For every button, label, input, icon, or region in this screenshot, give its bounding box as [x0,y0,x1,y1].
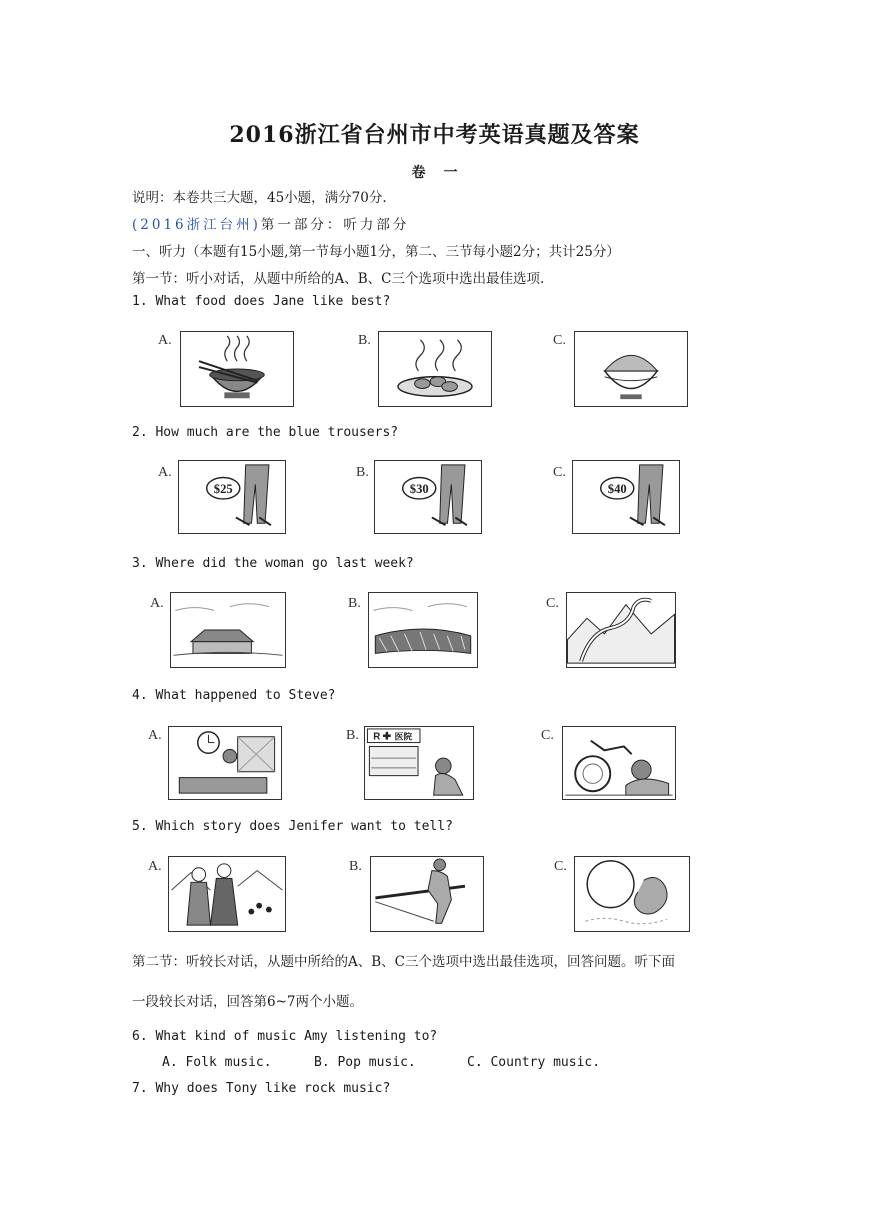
question-2: 2. How much are the blue trousers? [132,425,399,440]
q2-price-b: $30 [409,482,429,497]
q6-option-b: B. Pop music. [314,1055,416,1070]
q3-option-b-birds-nest-image [368,592,478,668]
question-1: 1. What food does Jane like best? [132,294,391,309]
q5-option-c-story-image [574,856,690,932]
part-heading [132,213,409,233]
section1-sub: 第一节：听小对话，从题中所给的A、B、C三个选项中选出最佳选项. [132,271,545,287]
question-6: 6. What kind of music Amy listening to? [132,1029,438,1044]
volume-label: 卷一 [411,165,476,181]
instructions: 说明：本卷共三大题，45小题，满分70分. [132,190,387,206]
q2-price-a: $25 [213,482,233,497]
q4-option-c-label: C. [541,728,554,743]
q2-option-c-trousers-image [572,460,680,534]
section2-instruction-line2: 一段较长对话，回答第6~7两个小题。 [132,994,363,1010]
q5-option-c-label: C. [554,859,567,874]
q2-option-a-trousers-image [178,460,286,534]
q2-option-c-label: C. [553,465,566,480]
q3-option-c-great-wall-image [566,592,676,668]
q5-option-a-label: A. [148,859,162,874]
q5-option-b-story-image [370,856,484,932]
question-3: 3. Where did the woman go last week? [132,556,414,571]
q2-option-b-trousers-image [374,460,482,534]
q1-option-b-label: B. [358,333,371,348]
q2-option-b-label: B. [356,465,369,480]
page-title: 2016浙江省台州市中考英语真题及答案 [229,122,640,148]
q1-option-a-noodles-image [180,331,294,407]
q2-price-c: $40 [607,482,627,497]
q1-option-c-rice-image [574,331,688,407]
q1-option-b-dumplings-image [378,331,492,407]
q4-hospital-sign: 医院 [394,732,413,743]
source-tag: (2016浙江台州) [132,217,261,233]
section2-instruction-line1: 第二节：听较长对话，从题中所给的A、B、C三个选项中选出最佳选项，回答问题。听下面 [132,954,675,970]
section1-header: 一、听力（本题有15小题,第一节每小题1分，第二、三节每小题2分；共计25分） [132,244,620,260]
q3-option-c-label: C. [546,596,559,611]
q5-option-b-label: B. [349,859,362,874]
q3-option-a-tiananmen-image [170,592,286,668]
q4-option-c-bicycle-accident-image [562,726,676,800]
q5-option-a-story-image [168,856,286,932]
q4-option-a-bedroom-image [168,726,282,800]
question-7: 7. Why does Tony like rock music? [132,1081,391,1096]
q6-option-a: A. Folk music. [162,1055,272,1070]
q6-option-c: C. Country music. [467,1055,601,1070]
q1-option-a-label: A. [158,333,172,348]
svg-text:R: R [373,731,381,743]
q2-option-a-label: A. [158,465,172,480]
q4-option-a-label: A. [148,728,162,743]
q4-option-b-hospital-image [364,726,474,800]
question-4: 4. What happened to Steve? [132,688,336,703]
question-5: 5. Which story does Jenifer want to tell? [132,819,453,834]
part-title: 第一部分：听力部分 [260,217,410,233]
q4-option-b-label: B. [346,728,359,743]
q3-option-b-label: B. [348,596,361,611]
q1-option-c-label: C. [553,333,566,348]
q3-option-a-label: A. [150,596,164,611]
